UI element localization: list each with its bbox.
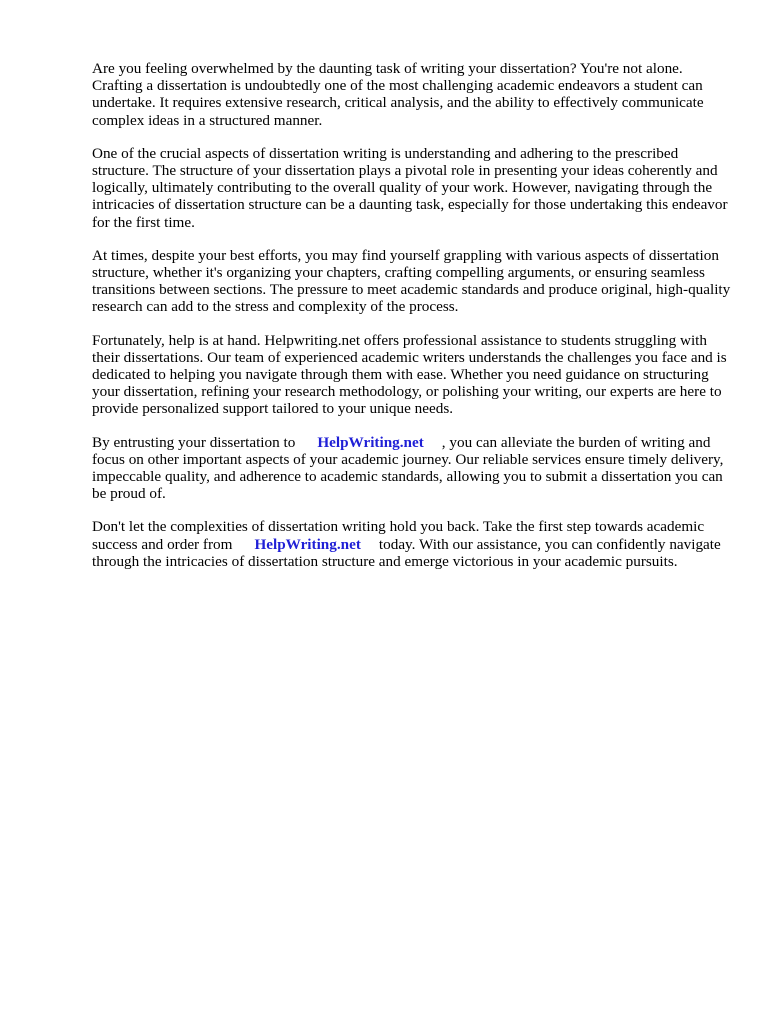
document-body xyxy=(92,60,732,586)
helpwriting-link-2[interactable]: HelpWriting.net xyxy=(254,535,361,553)
paragraph-entrusting-after: , you can alleviate the burden of writing and focus on other important aspects of your academic journey. Our reliable services ensure timely delivery, impeccable quality, and adherence to academic standards, allowing you to submit a dissertation you can be proud of. xyxy=(92,433,724,503)
paragraph-entrusting-before: By entrusting your dissertation to xyxy=(92,433,296,451)
helpwriting-link[interactable]: HelpWriting.net xyxy=(317,433,424,451)
paragraph-closing-after: today. With our assistance, you can confidently navigate through the intricacies of dissertation structure and emerge victorious in your academic pursuits. xyxy=(92,535,721,570)
paragraph-help: Fortunately, help is at hand. Helpwriting.net offers professional assistance to students struggling with their dissertations. Our team of experienced academic writers understands the challenges you face and is dedicated to helping you navigate through them with ease. Whether you need guidance on structuring your dissertation, refining your research methodology, or polishing your writing, our experts are here to provide personalized support tailored to your unique needs. xyxy=(92,331,727,418)
paragraph-entrusting xyxy=(92,434,732,503)
paragraph-closing xyxy=(92,518,732,570)
paragraph-closing-before: Don't let the complexities of dissertation writing hold you back. Take the first step towards academic success and order from xyxy=(92,518,705,553)
paragraph-challenges: At times, despite your best efforts, you may find yourself grappling with various aspects of dissertation structure, whether it's organizing your chapters, crafting compelling arguments, or ensuring seamless transitions between sections. The pressure to meet academic standards and produce original, high-quality research can add to the stress and complexity of the process. xyxy=(92,246,731,316)
paragraph-intro: Are you feeling overwhelmed by the daunting task of writing your dissertation? You're not alone. Crafting a dissertation is undoubtedly one of the most challenging academic endeavors a student can undertake. It requires extensive research, critical analysis, and the ability to effectively communicate complex ideas in a structured manner. xyxy=(92,60,704,129)
paragraph-structure: One of the crucial aspects of dissertation writing is understanding and adhering to the prescribed structure. The structure of your dissertation plays a pivotal role in presenting your ideas coherently and logically, ultimately contributing to the overall quality of your work. However, navigating through the intricacies of dissertation structure can be a daunting task, especially for those undertaking this endeavor for the first time. xyxy=(92,144,728,231)
